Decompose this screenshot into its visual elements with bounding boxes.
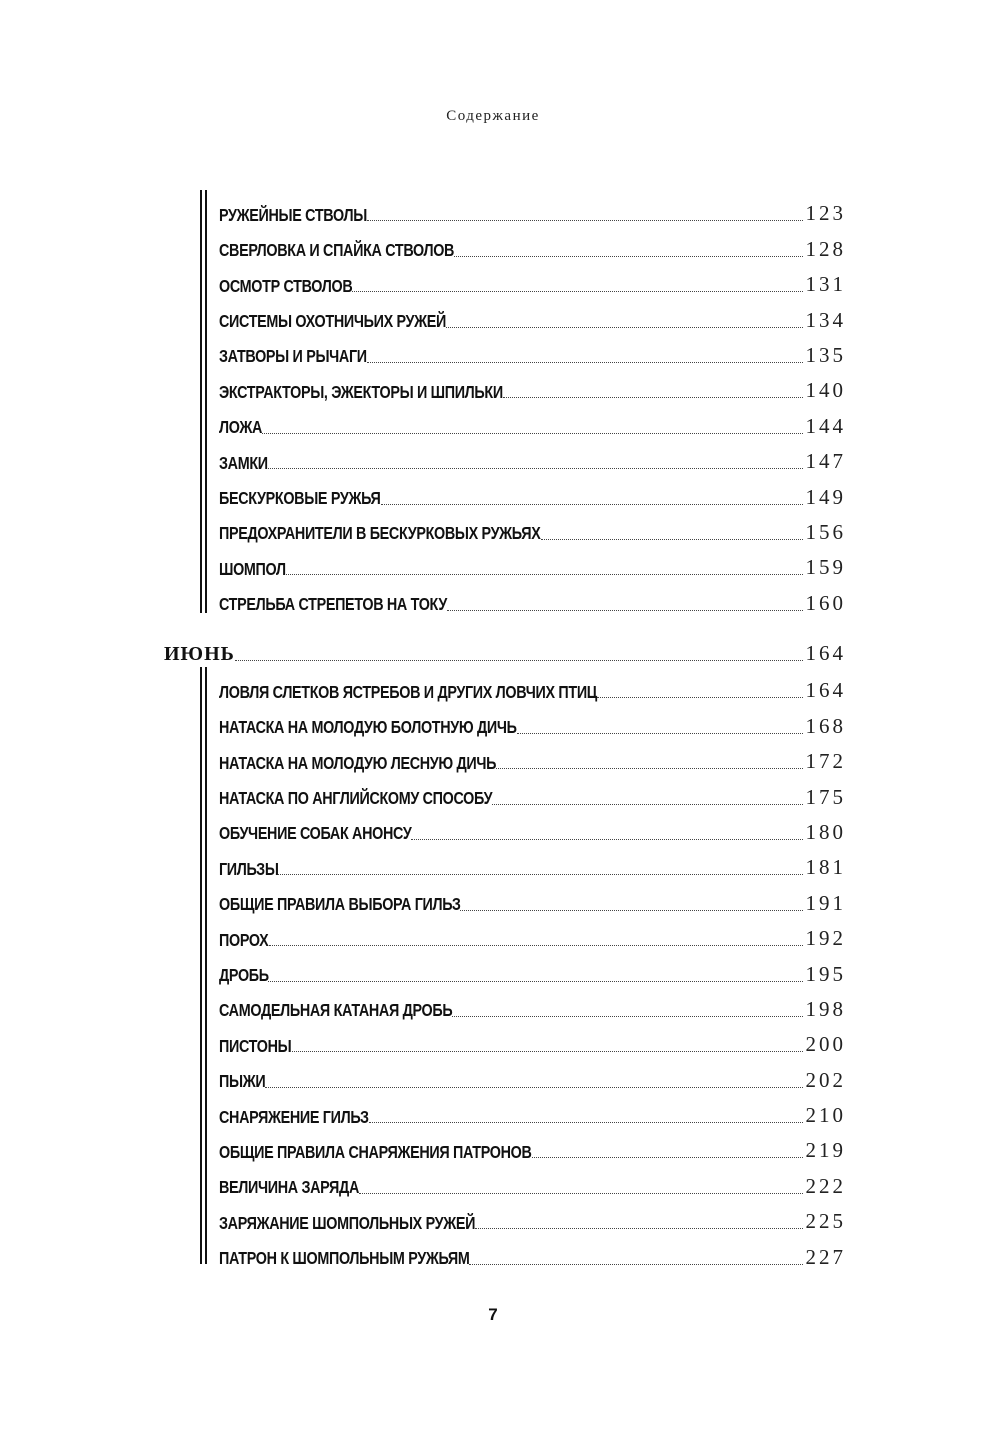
toc-entry-title: ГИЛЬЗЫ bbox=[219, 858, 279, 879]
toc-entry[interactable] bbox=[219, 879, 846, 914]
toc-entry[interactable] bbox=[219, 986, 846, 1021]
dot-leader bbox=[517, 732, 803, 734]
dot-leader bbox=[460, 909, 802, 911]
dot-leader bbox=[454, 255, 803, 257]
toc-entry-title: ЛОВЛЯ СЛЕТКОВ ЯСТРЕБОВ И ДРУГИХ ЛОВЧИХ ПТИЦ bbox=[219, 681, 597, 702]
toc-entry-page-number: 164 bbox=[805, 678, 846, 703]
toc-entry-title: СВЕРЛОВКА И СПАЙКА СТВОЛОВ bbox=[219, 240, 455, 261]
toc-entry-page-number: 147 bbox=[805, 449, 846, 474]
toc-entry-title: ШОМПОЛ bbox=[219, 558, 286, 579]
dot-leader bbox=[265, 1086, 803, 1088]
toc-entry-title: ЗАТВОРЫ И РЫЧАГИ bbox=[219, 346, 367, 367]
toc-entry-title: ПИСТОНЫ bbox=[219, 1035, 292, 1056]
toc-month-row[interactable] bbox=[164, 634, 846, 664]
toc-entry[interactable] bbox=[219, 1021, 846, 1056]
toc-entry[interactable] bbox=[219, 402, 846, 437]
toc-entry-title: ОБЩИЕ ПРАВИЛА ВЫБОРА ГИЛЬЗ bbox=[219, 894, 461, 915]
toc-entry-page-number: 225 bbox=[805, 1209, 846, 1234]
toc-entry-page-number: 222 bbox=[805, 1173, 846, 1198]
toc-entry[interactable] bbox=[219, 915, 846, 950]
dot-leader bbox=[597, 696, 803, 698]
toc-entry[interactable] bbox=[219, 473, 846, 508]
toc-entry[interactable] bbox=[219, 738, 846, 773]
toc-entry[interactable] bbox=[219, 1162, 846, 1197]
dot-leader bbox=[447, 609, 803, 611]
toc-entry[interactable] bbox=[219, 1233, 846, 1268]
toc-list-2 bbox=[219, 667, 846, 1269]
toc-entry-page-number: 159 bbox=[805, 555, 846, 580]
dot-leader bbox=[452, 1015, 803, 1017]
toc-list-1 bbox=[219, 190, 846, 615]
toc-entry-title: РУЖЕЙНЫЕ СТВОЛЫ bbox=[219, 204, 367, 225]
toc-entry-page-number: 160 bbox=[805, 590, 846, 615]
toc-entry-title: ОБЩИЕ ПРАВИЛА СНАРЯЖЕНИЯ ПАТРОНОВ bbox=[219, 1141, 532, 1162]
toc-entry-page-number: 123 bbox=[805, 201, 846, 226]
dot-leader bbox=[541, 538, 803, 540]
month-page-number: 164 bbox=[805, 641, 846, 665]
running-head-title: Содержание bbox=[446, 108, 540, 124]
toc-section-2 bbox=[200, 667, 846, 1269]
dot-leader bbox=[532, 1156, 803, 1158]
dot-leader bbox=[352, 290, 802, 292]
toc-entry-page-number: 140 bbox=[805, 378, 846, 403]
toc-entry-page-number: 175 bbox=[805, 784, 846, 809]
toc-entry-title: ВЕЛИЧИНА ЗАРЯДА bbox=[219, 1177, 359, 1198]
toc-entry-page-number: 181 bbox=[805, 855, 846, 880]
toc-entry-title: САМОДЕЛЬНАЯ КАТАНАЯ ДРОБЬ bbox=[219, 1000, 453, 1021]
toc-entry-page-number: 149 bbox=[805, 484, 846, 509]
toc-entry-title: ЛОЖА bbox=[219, 417, 263, 438]
toc-entry-title: ДРОБЬ bbox=[219, 965, 269, 986]
toc-entry-title: ПРЕДОХРАНИТЕЛИ В БЕСКУРКОВЫХ РУЖЬЯХ bbox=[219, 523, 541, 544]
toc-entry-title: СТРЕЛЬБА СТРЕПЕТОВ НА ТОКУ bbox=[219, 594, 447, 615]
toc-entry[interactable] bbox=[219, 1198, 846, 1233]
toc-entry-page-number: 180 bbox=[805, 819, 846, 844]
toc-entry-title: ОБУЧЕНИЕ СОБАК АНОНСУ bbox=[219, 823, 412, 844]
toc-entry-title: БЕСКУРКОВЫЕ РУЖЬЯ bbox=[219, 488, 381, 509]
toc-entry[interactable] bbox=[219, 667, 846, 702]
toc-entry[interactable] bbox=[219, 1056, 846, 1091]
toc-entry[interactable] bbox=[219, 544, 846, 579]
section-bar-decoration bbox=[200, 667, 207, 1264]
toc-entry-page-number: 202 bbox=[805, 1067, 846, 1092]
toc-entry-page-number: 144 bbox=[805, 413, 846, 438]
toc-entry-page-number: 219 bbox=[805, 1138, 846, 1163]
toc-entry-page-number: 200 bbox=[805, 1032, 846, 1057]
dot-leader bbox=[268, 980, 802, 982]
toc-entry-page-number: 210 bbox=[805, 1103, 846, 1128]
toc-entry[interactable] bbox=[219, 579, 846, 614]
toc-entry[interactable] bbox=[219, 438, 846, 473]
toc-entry[interactable] bbox=[219, 702, 846, 737]
toc-entry-page-number: 195 bbox=[805, 961, 846, 986]
dot-leader bbox=[262, 432, 803, 434]
dot-leader bbox=[367, 219, 802, 221]
toc-entry-title: НАТАСКА НА МОЛОДУЮ БОЛОТНУЮ ДИЧЬ bbox=[219, 717, 517, 738]
toc-entry-page-number: 192 bbox=[805, 926, 846, 951]
toc-entry[interactable] bbox=[219, 950, 846, 985]
toc-entry[interactable] bbox=[219, 773, 846, 808]
dot-leader bbox=[292, 1050, 803, 1052]
toc-entry-page-number: 135 bbox=[805, 342, 846, 367]
toc-entry-title: ПЫЖИ bbox=[219, 1071, 266, 1092]
toc-entry-title: ПАТРОН К ШОМПОЛЬНЫМ РУЖЬЯМ bbox=[219, 1248, 470, 1269]
page-number: 7 bbox=[488, 1305, 498, 1324]
toc-entry[interactable] bbox=[219, 296, 846, 331]
toc-entry[interactable] bbox=[219, 367, 846, 402]
dot-leader bbox=[268, 467, 802, 469]
toc-entry-page-number: 198 bbox=[805, 996, 846, 1021]
toc-entry-page-number: 168 bbox=[805, 713, 846, 738]
dot-leader bbox=[446, 326, 803, 328]
toc-entry-title: ЗАМКИ bbox=[219, 452, 268, 473]
toc-section-1 bbox=[200, 190, 846, 613]
toc-entry[interactable] bbox=[219, 509, 846, 544]
toc-entry-title: НАТАСКА ПО АНГЛИЙСКОМУ СПОСОБУ bbox=[219, 788, 493, 809]
dot-leader bbox=[475, 1227, 802, 1229]
month-title: ИЮНЬ bbox=[164, 643, 235, 665]
dot-leader bbox=[381, 503, 803, 505]
toc-entry[interactable] bbox=[219, 1092, 846, 1127]
toc-entry-title: НАТАСКА НА МОЛОДУЮ ЛЕСНУЮ ДИЧЬ bbox=[219, 752, 497, 773]
toc-entry[interactable] bbox=[219, 190, 846, 225]
toc-entry-title: ПОРОХ bbox=[219, 929, 269, 950]
toc-entry-title: ЭКСТРАКТОРЫ, ЭЖЕКТОРЫ И ШПИЛЬКИ bbox=[219, 381, 503, 402]
toc-entry-title: СНАРЯЖЕНИЕ ГИЛЬЗ bbox=[219, 1106, 369, 1127]
dot-leader bbox=[411, 838, 802, 840]
dot-leader bbox=[469, 1263, 802, 1265]
dot-leader bbox=[235, 659, 803, 661]
dot-leader bbox=[286, 573, 802, 575]
toc-entry-page-number: 128 bbox=[805, 236, 846, 261]
toc-entry-title: СИСТЕМЫ ОХОТНИЧЬИХ РУЖЕЙ bbox=[219, 311, 446, 332]
dot-leader bbox=[359, 1192, 803, 1194]
dot-leader bbox=[278, 873, 802, 875]
section-bar-decoration bbox=[200, 190, 207, 613]
toc-entry-page-number: 227 bbox=[805, 1244, 846, 1269]
toc-entry[interactable] bbox=[219, 332, 846, 367]
toc-entry[interactable] bbox=[219, 844, 846, 879]
dot-leader bbox=[492, 803, 802, 805]
toc-entry-page-number: 172 bbox=[805, 749, 846, 774]
toc-entry[interactable] bbox=[219, 1127, 846, 1162]
dot-leader bbox=[496, 767, 802, 769]
toc-entry-page-number: 191 bbox=[805, 890, 846, 915]
dot-leader bbox=[367, 361, 803, 363]
toc-entry[interactable] bbox=[219, 809, 846, 844]
toc-entry-page-number: 131 bbox=[805, 272, 846, 297]
dot-leader bbox=[369, 1121, 802, 1123]
toc-entry[interactable] bbox=[219, 225, 846, 260]
dot-leader bbox=[503, 396, 803, 398]
toc-entry-page-number: 156 bbox=[805, 519, 846, 544]
toc-entry-title: ЗАРЯЖАНИЕ ШОМПОЛЬНЫХ РУЖЕЙ bbox=[219, 1212, 476, 1233]
dot-leader bbox=[269, 944, 803, 946]
toc-entry-title: ОСМОТР СТВОЛОВ bbox=[219, 275, 353, 296]
toc-entry[interactable] bbox=[219, 261, 846, 296]
toc-entry-page-number: 134 bbox=[805, 307, 846, 332]
